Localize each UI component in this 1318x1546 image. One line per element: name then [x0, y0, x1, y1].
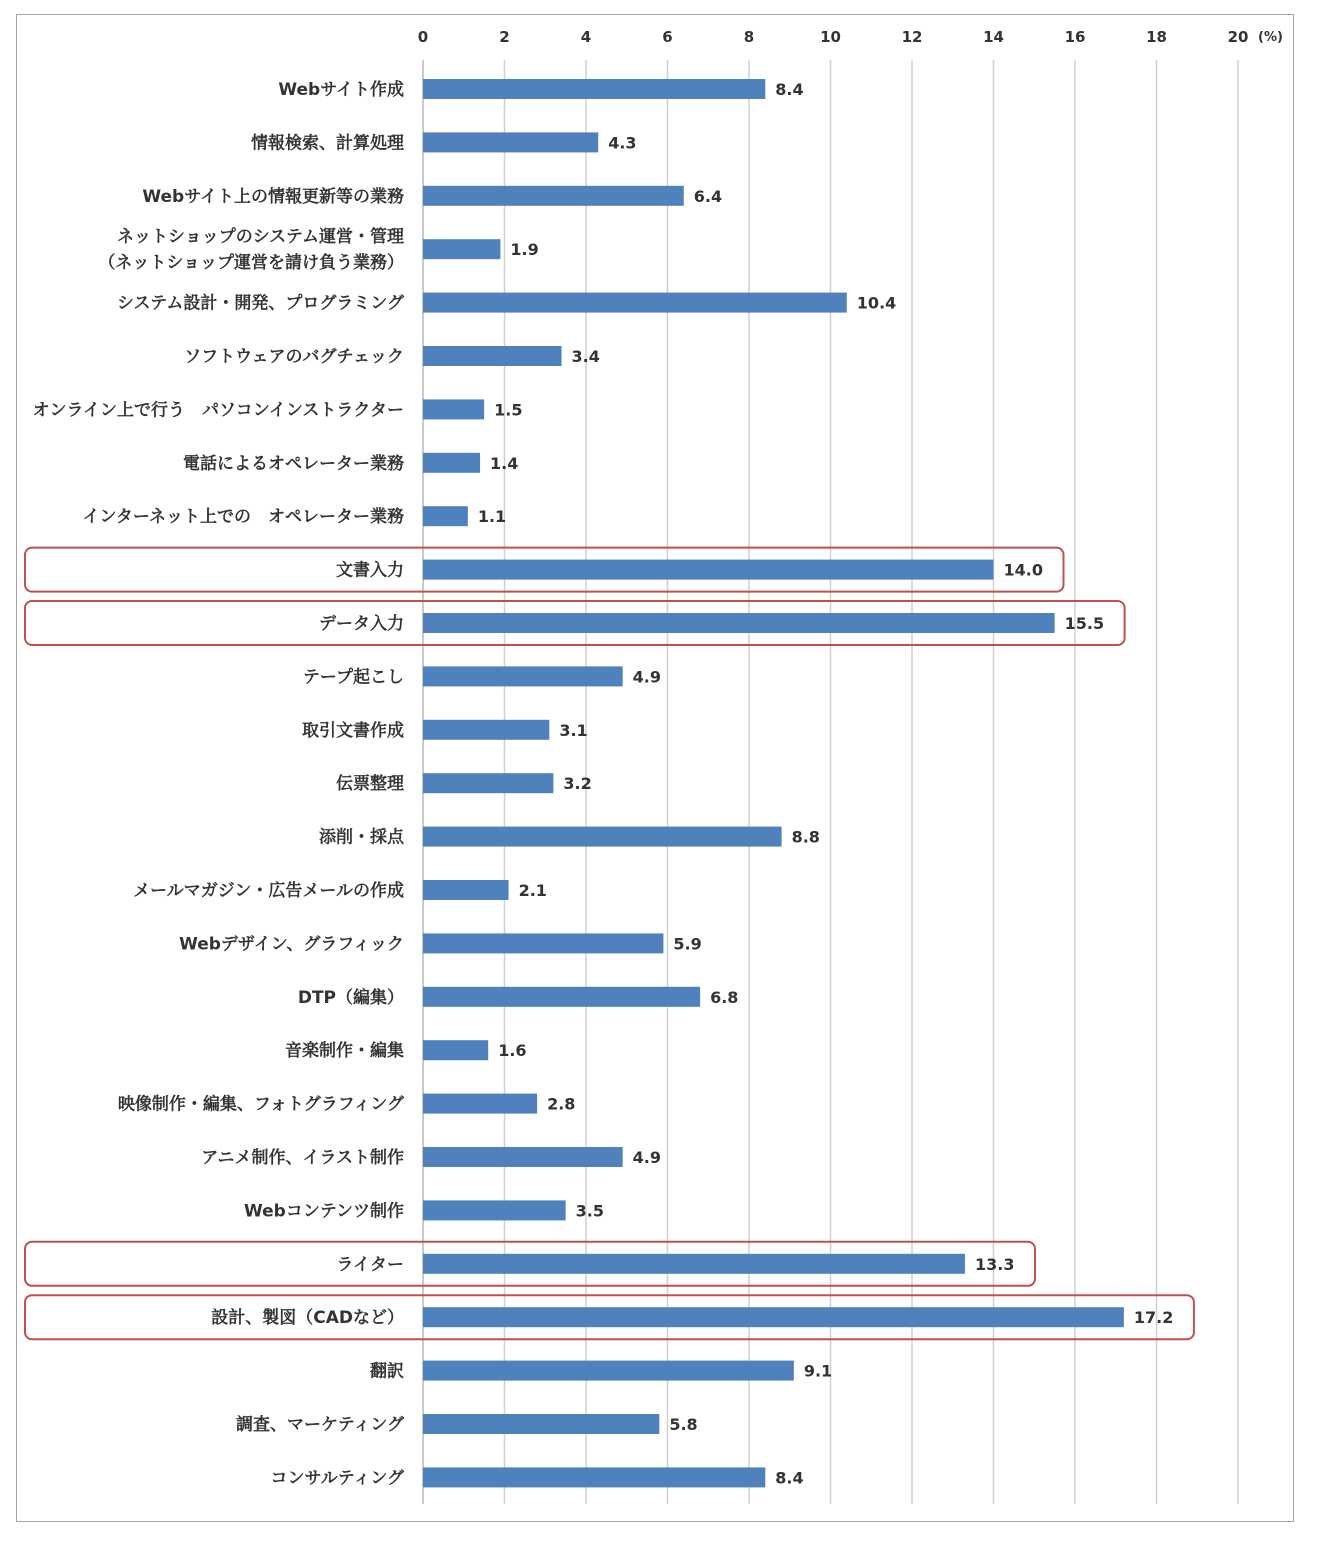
bar: [423, 827, 782, 847]
value-label: 3.5: [575, 1201, 604, 1221]
category-label: DTP（編集）: [297, 987, 404, 1008]
bar: [423, 666, 623, 686]
x-tick-label: 18: [1146, 28, 1167, 46]
value-label: 14.0: [1003, 560, 1043, 580]
value-label: 17.2: [1133, 1308, 1174, 1328]
bar: [423, 1467, 765, 1487]
bar: [423, 453, 480, 473]
category-label-line: ネットショップのシステム運営・管理: [117, 227, 404, 248]
category-label: 取引文書作成: [302, 720, 404, 741]
category-label: 添削・採点: [319, 827, 404, 848]
category-label: 翻訳: [370, 1361, 404, 1382]
bar: [423, 720, 549, 740]
value-label: 1.1: [477, 507, 507, 527]
x-tick-label: 14: [983, 28, 1004, 46]
value-label: 6.8: [710, 987, 739, 1007]
axis-unit-label: (%): [1258, 30, 1283, 45]
value-label: 10.4: [856, 293, 897, 313]
bar: [423, 186, 684, 206]
category-label: アニメ制作、イラスト制作: [201, 1148, 404, 1168]
category-label: Webコンテンツ制作: [244, 1201, 404, 1222]
category-label: データ入力: [319, 614, 404, 634]
bar: [423, 506, 468, 526]
value-label: 8.8: [791, 827, 820, 847]
value-label: 3.4: [571, 347, 600, 366]
category-label: Webサイト作成: [278, 80, 404, 100]
label-layer: [33, 79, 1174, 1488]
value-label: 15.5: [1064, 614, 1105, 633]
value-label: 5.9: [673, 934, 702, 954]
x-tick-label: 16: [1064, 28, 1086, 46]
value-label: 6.4: [693, 186, 723, 206]
value-label: 1.6: [498, 1041, 527, 1061]
category-label: オンライン上で行う パソコンインストラクター: [32, 400, 404, 421]
category-label: Webサイト上の情報更新等の業務: [142, 186, 404, 207]
bar: [423, 346, 562, 366]
value-label: 2.1: [518, 881, 547, 900]
bar: [423, 1307, 1124, 1327]
bar: [423, 79, 765, 99]
category-label: コンサルティング: [270, 1468, 404, 1489]
bar: [423, 880, 509, 900]
bar: [423, 1094, 537, 1114]
category-label: 電話によるオペレーター業務: [183, 453, 404, 474]
category-label: 映像制作・編集、フォトグラフィング: [117, 1094, 404, 1115]
value-label: 1.9: [510, 240, 539, 260]
value-label: 3.2: [563, 774, 592, 794]
value-label: 1.5: [494, 400, 523, 420]
value-label: 4.3: [608, 133, 637, 153]
category-label: 情報検索、計算処理: [251, 133, 404, 154]
category-label: ソフトウェアのバグチェック: [184, 347, 404, 367]
bar: [423, 1200, 566, 1220]
bar: [423, 560, 994, 580]
bar: [423, 933, 663, 953]
category-label: システム設計・開発、プログラミング: [117, 293, 404, 314]
value-label: 5.8: [669, 1415, 698, 1434]
category-label-line: （ネットショップ運営を請け負う業務）: [98, 253, 404, 274]
bar: [423, 239, 500, 259]
x-tick-label: 6: [662, 28, 673, 46]
x-tick-label: 20: [1227, 28, 1249, 46]
value-label: 4.9: [632, 1148, 662, 1167]
bar: [423, 132, 598, 152]
value-label: 3.1: [559, 720, 588, 740]
bar: [423, 399, 484, 419]
value-label: 4.9: [632, 667, 662, 687]
category-label: [98, 226, 405, 273]
bar: [423, 1414, 659, 1434]
bar: [423, 1147, 623, 1167]
bar: [423, 613, 1055, 633]
x-tick-label: 0: [417, 28, 429, 46]
value-label: 8.4: [775, 1468, 804, 1488]
value-label: 1.4: [490, 453, 519, 473]
bar: [423, 1254, 965, 1274]
value-label: 13.3: [974, 1254, 1015, 1274]
value-label: 2.8: [547, 1094, 576, 1114]
category-label: Webデザイン、グラフィック: [179, 934, 404, 955]
bar: [423, 773, 553, 793]
category-label: テープ起こし: [302, 667, 404, 688]
bar: [423, 293, 847, 313]
value-label: 9.1: [803, 1361, 833, 1381]
category-label: 伝票整理: [336, 774, 404, 795]
axis-layer: [418, 28, 1249, 1504]
bar: [423, 1361, 794, 1381]
category-label: メールマガジン・広告メールの作成: [133, 881, 404, 901]
x-tick-label: 4: [580, 28, 592, 46]
category-label: 文書入力: [336, 560, 404, 581]
category-label: ライター: [336, 1254, 404, 1275]
bar: [423, 987, 700, 1007]
category-label: 調査、マーケティング: [236, 1415, 404, 1435]
category-label: 設計、製図（CADなど）: [211, 1308, 404, 1329]
value-label: 8.4: [775, 80, 804, 99]
x-tick-label: 10: [820, 28, 841, 46]
bar-layer: [423, 79, 1124, 1487]
x-tick-label: 8: [743, 28, 755, 46]
x-tick-label: 2: [499, 28, 510, 46]
category-label: 音楽制作・編集: [285, 1041, 404, 1062]
x-tick-label: 12: [901, 28, 923, 46]
bar: [423, 1040, 488, 1060]
category-label: インターネット上での オペレーター業務: [82, 507, 404, 528]
